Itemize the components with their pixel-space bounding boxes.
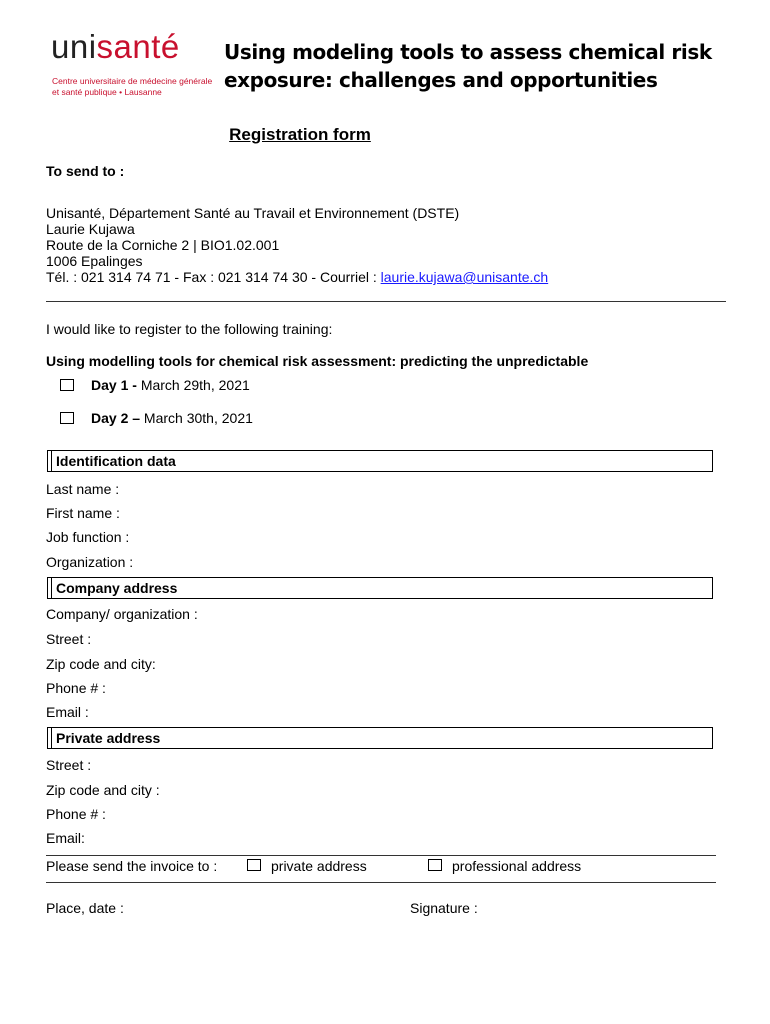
title-line1: Using modeling tools to assess chemical risk	[224, 40, 712, 64]
signature-field[interactable]: Signature :	[410, 900, 478, 916]
unisante-logo	[51, 30, 180, 63]
contact-line	[46, 269, 548, 285]
company-organization-field[interactable]: Company/ organization :	[46, 606, 198, 622]
company-header-label: Company address	[51, 578, 177, 598]
invoice-private-label: private address	[271, 858, 367, 874]
last-name-field[interactable]: Last name :	[46, 481, 120, 497]
invoice-professional-label: professional address	[452, 858, 582, 874]
company-email-field[interactable]: Email :	[46, 704, 89, 720]
email-link[interactable]: laurie.kujawa@unisante.ch	[380, 269, 549, 285]
logo-subtitle-line1: Centre universitaire de médecine générale	[52, 76, 213, 86]
day2-label: Day 2 –	[91, 410, 141, 426]
logo-uni: uni	[51, 28, 97, 65]
day1-checkbox[interactable]	[60, 379, 74, 391]
invoice-private-checkbox[interactable]	[247, 859, 261, 871]
private-zip-city-field[interactable]: Zip code and city :	[46, 782, 160, 798]
day1-label: Day 1 -	[91, 377, 141, 393]
first-name-field[interactable]: First name :	[46, 505, 120, 521]
invoice-professional-checkbox[interactable]	[428, 859, 442, 871]
company-street-field[interactable]: Street :	[46, 631, 92, 647]
send-to-label: To send to :	[46, 163, 125, 179]
place-date-field[interactable]: Place, date :	[46, 900, 124, 916]
company-section-header	[47, 577, 713, 599]
private-section-header	[47, 727, 713, 749]
day1-date: March 29th, 2021	[140, 377, 250, 393]
address-line: Laurie Kujawa	[46, 221, 135, 237]
job-function-field[interactable]: Job function :	[46, 529, 130, 545]
document-title	[224, 38, 744, 94]
divider	[46, 855, 716, 856]
day2-date: March 30th, 2021	[140, 410, 253, 426]
title-line2: exposure: challenges and opportunities	[224, 68, 658, 92]
course-title: Using modelling tools for chemical risk assessment: predicting the unpredictable	[46, 353, 589, 369]
invoice-label: Please send the invoice to :	[46, 858, 218, 874]
divider	[46, 301, 726, 302]
address-line: Unisanté, Département Santé au Travail et Environnement (DSTE)	[46, 205, 460, 221]
day2-option	[91, 410, 253, 426]
company-zip-city-field[interactable]: Zip code and city:	[46, 656, 156, 672]
divider	[46, 882, 716, 883]
company-phone-field[interactable]: Phone # :	[46, 680, 106, 696]
training-intro: I would like to register to the following training:	[46, 321, 333, 337]
organization-field[interactable]: Organization :	[46, 554, 134, 570]
logo-subtitle	[52, 76, 217, 98]
logo-sante: santé	[96, 28, 180, 65]
contact-phone-fax: Tél. : 021 314 74 71 - Fax : 021 314 74 30 - Courriel :	[46, 269, 381, 285]
private-phone-field[interactable]: Phone # :	[46, 806, 106, 822]
form-title: Registration form	[229, 125, 371, 144]
identification-section-header	[47, 450, 713, 472]
send-to-address	[46, 205, 548, 285]
private-header-label: Private address	[51, 728, 160, 748]
day1-option	[91, 377, 250, 393]
address-line: Route de la Corniche 2 | BIO1.02.001	[46, 237, 280, 253]
logo-subtitle-line2: et santé publique • Lausanne	[52, 87, 162, 97]
identification-header-label: Identification data	[51, 451, 176, 471]
day2-checkbox[interactable]	[60, 412, 74, 424]
address-line: 1006 Epalinges	[46, 253, 143, 269]
private-email-field[interactable]: Email:	[46, 830, 85, 846]
private-street-field[interactable]: Street :	[46, 757, 92, 773]
